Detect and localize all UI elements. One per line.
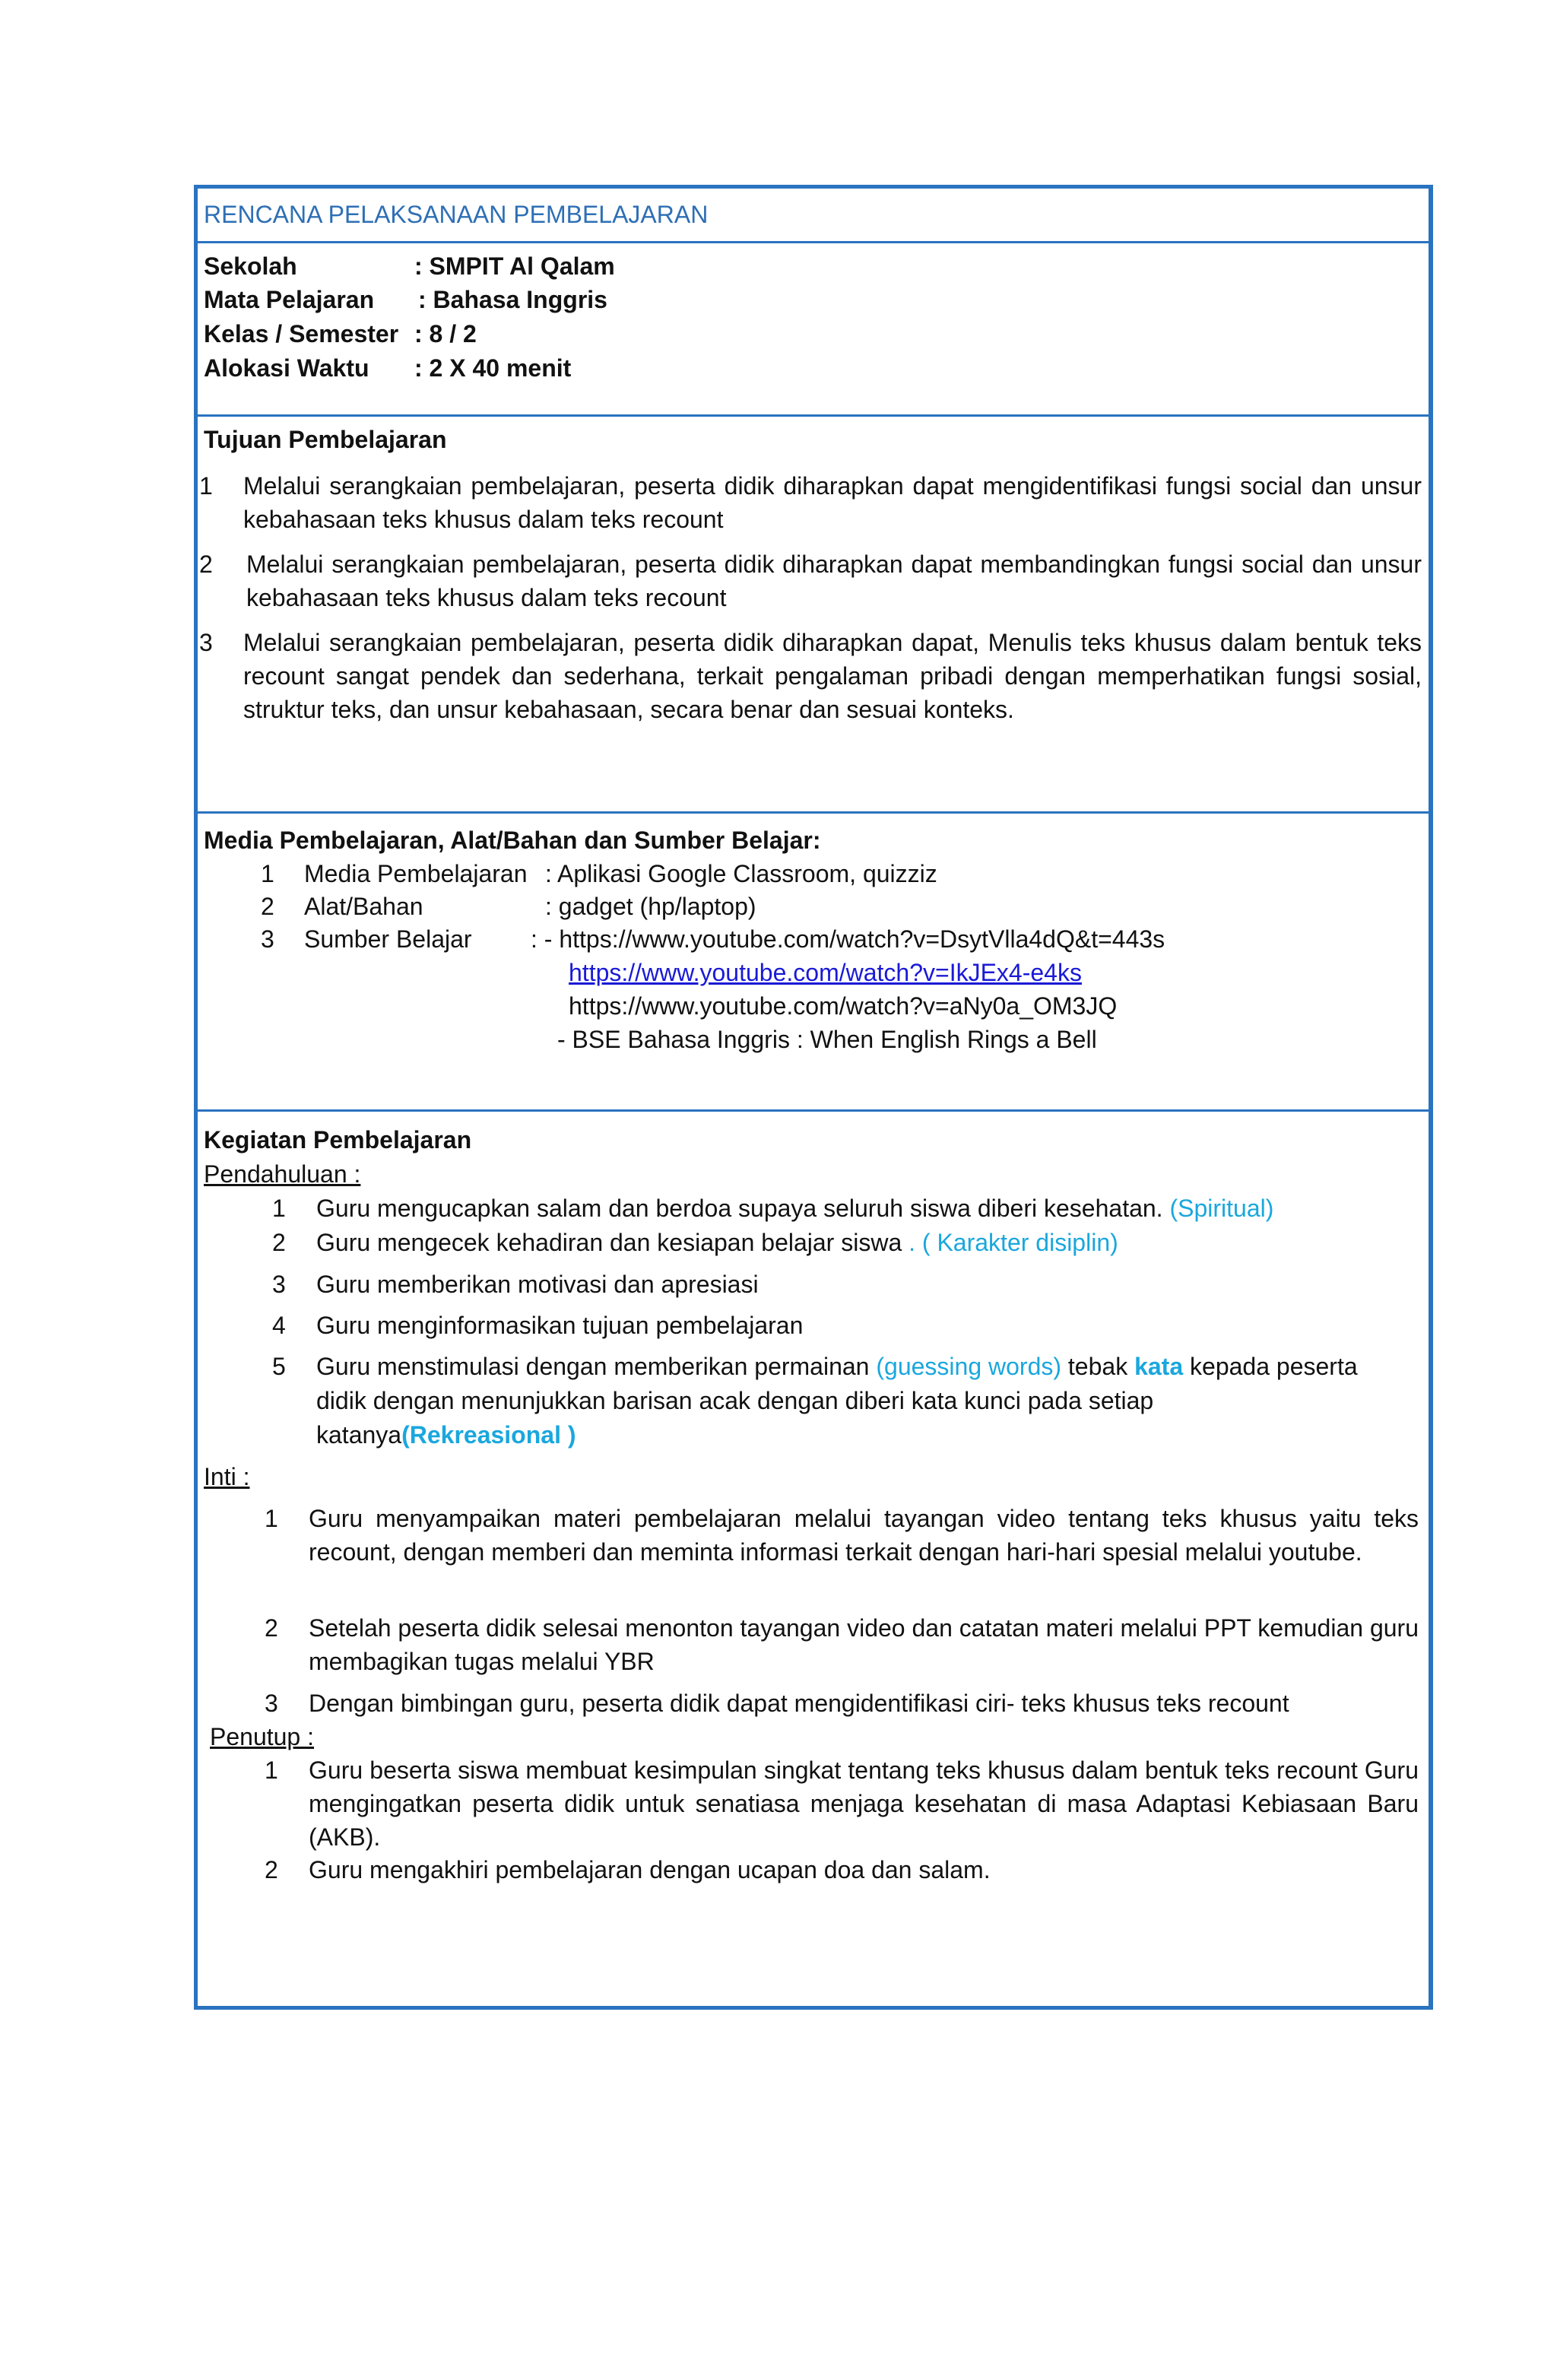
tujuan-divider (198, 811, 1429, 814)
tujuan-num-3: 3 (199, 629, 213, 656)
identity-value-waktu: : 2 X 40 menit (414, 354, 572, 382)
tag-spiritual: (Spiritual) (1169, 1195, 1274, 1222)
media-label-3: Sumber Belajar (304, 925, 472, 953)
penutup-num-1: 1 (265, 1756, 278, 1784)
media-value-1: : Aplikasi Google Classroom, quizziz (545, 860, 937, 887)
media-divider (198, 1109, 1429, 1112)
pendahuluan-item-2: Guru mengecek kehadiran dan kesiapan belajar siswa . ( Karakter disiplin) (316, 1229, 1118, 1256)
tujuan-num-2: 2 (199, 551, 213, 578)
identity-value-mapel: : Bahasa Inggris (418, 286, 607, 313)
media-value-3[interactable]: : - https://www.youtube.com/watch?v=DsytVlla4dQ&t=443s (531, 925, 1165, 953)
inti-item-3: Dengan bimbingan guru, peserta didik dapat mengidentifikasi ciri- teks khusus teks recount (309, 1690, 1289, 1717)
tag-kata: kata (1134, 1353, 1184, 1380)
tag-rekreasional: (Rekreasional ) (401, 1421, 576, 1449)
identity-label-kelas: Kelas / Semester (204, 320, 399, 347)
inti-item-1: Guru menyampaikan materi pembelajaran melalui tayangan video tentang teks khusus yaitu teks recount, dengan memberi dan meminta informasi terkait dengan hari-hari spesial melalui youtube. (309, 1505, 1419, 1566)
inti-item-2: Setelah peserta didik selesai menonton tayangan video dan catatan materi melalui PPT kemudian guru membagikan tugas melalui YBR (309, 1614, 1419, 1675)
identity-label-sekolah: Sekolah (204, 252, 297, 280)
pendahuluan-item-5-line2: didik dengan menunjukkan barisan acak dengan diberi kata kunci pada setiap (316, 1387, 1154, 1414)
pendahuluan-item-4: Guru menginformasikan tujuan pembelajaran (316, 1312, 804, 1339)
pendahuluan-item-5-line3: katanya(Rekreasional ) (316, 1421, 576, 1449)
pendahuluan-label: Pendahuluan : (204, 1160, 361, 1188)
media-num-3: 3 (261, 925, 274, 953)
media-heading: Media Pembelajaran, Alat/Bahan dan Sumber Belajar: (204, 827, 821, 854)
identity-value-kelas: : 8 / 2 (414, 320, 477, 347)
kegiatan-heading: Kegiatan Pembelajaran (204, 1126, 472, 1154)
media-label-1: Media Pembelajaran (304, 860, 528, 887)
pendahuluan-item-3: Guru memberikan motivasi dan apresiasi (316, 1271, 759, 1298)
pendahuluan-num-2: 2 (272, 1229, 286, 1256)
identity-divider (198, 414, 1429, 417)
pendahuluan-num-5: 5 (272, 1353, 286, 1380)
source-link-3[interactable]: https://www.youtube.com/watch?v=aNy0a_OM3JQ (569, 992, 1118, 1020)
penutup-num-2: 2 (265, 1856, 278, 1883)
source-book: - BSE Bahasa Inggris : When English Rings a Bell (557, 1026, 1097, 1053)
tujuan-heading: Tujuan Pembelajaran (204, 426, 447, 453)
inti-num-3: 3 (265, 1690, 278, 1717)
rpp-table (194, 185, 1433, 2010)
media-value-2: : gadget (hp/laptop) (545, 893, 756, 920)
penutup-item-2: Guru mengakhiri pembelajaran dengan ucapan doa dan salam. (309, 1856, 991, 1883)
media-num-1: 1 (261, 860, 274, 887)
tujuan-num-1: 1 (199, 472, 213, 500)
tag-guessing-words: (guessing words) (876, 1353, 1062, 1380)
tujuan-item-3: Melalui serangkaian pembelajaran, peserta didik diharapkan dapat, Menulis teks khusus dalam bentuk teks recount sangat pendek dan sederhana, terkait pengalaman pribadi dengan memperhatikan fungsi sosial, struktur teks, dan unsur kebahasaan, secara benar dan sesuai konteks. (243, 629, 1422, 723)
penutup-label: Penutup : (210, 1723, 314, 1750)
penutup-item-1: Guru beserta siswa membuat kesimpulan singkat tentang teks khusus dalam bentuk teks recount Guru mengingatkan peserta didik untuk senatiasa menjaga kesehatan di masa Adaptasi Kebiasaan Baru (AKB). (309, 1756, 1419, 1851)
pendahuluan-num-1: 1 (272, 1195, 286, 1222)
pendahuluan-item-1: Guru mengucapkan salam dan berdoa supaya seluruh siswa diberi kesehatan. (Spiritual) (316, 1195, 1274, 1222)
inti-num-2: 2 (265, 1614, 278, 1642)
tujuan-item-1: Melalui serangkaian pembelajaran, peserta didik diharapkan dapat mengidentifikasi fungsi social dan unsur kebahasaan teks khusus dalam teks recount (243, 472, 1422, 533)
pendahuluan-num-3: 3 (272, 1271, 286, 1298)
pendahuluan-item-5-line1: Guru menstimulasi dengan memberikan permainan (guessing words) tebak kata kepada peserta (316, 1353, 1358, 1380)
source-link-2[interactable]: https://www.youtube.com/watch?v=IkJEx4-e4ks (569, 959, 1082, 986)
title-divider (198, 241, 1429, 243)
inti-num-1: 1 (265, 1505, 278, 1532)
media-num-2: 2 (261, 893, 274, 920)
media-label-2: Alat/Bahan (304, 893, 423, 920)
identity-label-mapel: Mata Pelajaran (204, 286, 375, 313)
document-title: RENCANA PELAKSANAAN PEMBELAJARAN (204, 201, 709, 228)
identity-label-waktu: Alokasi Waktu (204, 354, 369, 382)
tujuan-item-2: Melalui serangkaian pembelajaran, peserta didik diharapkan dapat membandingkan fungsi social dan unsur kebahasaan teks khusus dalam teks recount (246, 551, 1422, 611)
identity-value-sekolah: : SMPIT Al Qalam (414, 252, 615, 280)
inti-label: Inti : (204, 1463, 250, 1490)
pendahuluan-num-4: 4 (272, 1312, 286, 1339)
tag-karakter: . ( Karakter disiplin) (909, 1229, 1118, 1256)
